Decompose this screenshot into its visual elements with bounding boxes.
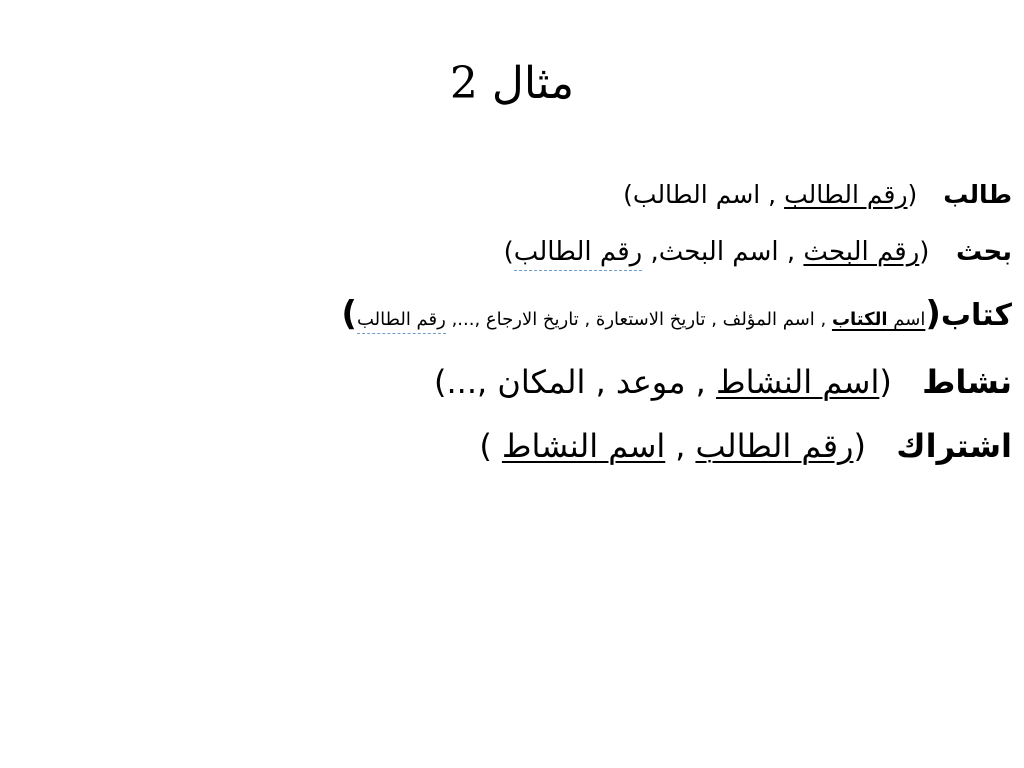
close-paren: )	[503, 237, 514, 267]
open-paren: (	[925, 294, 941, 334]
primary-key	[832, 309, 925, 330]
primary-key: رقم البحث	[803, 237, 920, 267]
foreign-key: رقم الطالب	[357, 309, 446, 334]
separator: ,	[675, 427, 686, 465]
entity-name: بحث	[955, 237, 1012, 267]
relation-activity	[12, 362, 1012, 402]
slide-title: مثال 2	[449, 58, 575, 109]
primary-key: اسم النشاط	[715, 363, 880, 401]
open-paren: (	[879, 363, 892, 401]
entity-name: كتاب	[940, 298, 1012, 333]
open-paren: (	[907, 180, 918, 209]
open-paren: (	[853, 427, 866, 465]
open-paren: (	[919, 237, 930, 267]
primary-key-prefix: اسم	[887, 309, 926, 330]
relation-book	[12, 294, 1012, 340]
attributes: , اسم الطالب	[632, 180, 785, 209]
relation-research	[12, 236, 1012, 268]
attributes: , اسم المؤلف , تاريخ الاستعارة , تاريخ الارجاع ,...,	[445, 309, 832, 330]
relations-list	[12, 180, 1012, 466]
close-paren: )	[623, 180, 633, 209]
primary-key: رقم الطالب	[695, 427, 854, 465]
primary-key: اسم النشاط	[501, 427, 666, 465]
primary-key-bold: الكتاب	[831, 309, 888, 330]
close-paren: )	[341, 294, 357, 334]
close-paren: )	[433, 363, 447, 401]
close-paren: )	[479, 427, 492, 465]
entity-name: اشتراك	[896, 427, 1012, 465]
primary-key: رقم الطالب	[784, 180, 908, 209]
entity-name: طالب	[943, 180, 1012, 209]
entity-name: نشاط	[922, 363, 1012, 401]
attributes: , اسم البحث,	[650, 237, 804, 267]
attributes: , موعد , المكان ,...	[446, 363, 716, 401]
relation-subscription	[12, 426, 1012, 466]
foreign-key: رقم الطالب	[514, 237, 642, 271]
relation-student	[12, 180, 1012, 210]
